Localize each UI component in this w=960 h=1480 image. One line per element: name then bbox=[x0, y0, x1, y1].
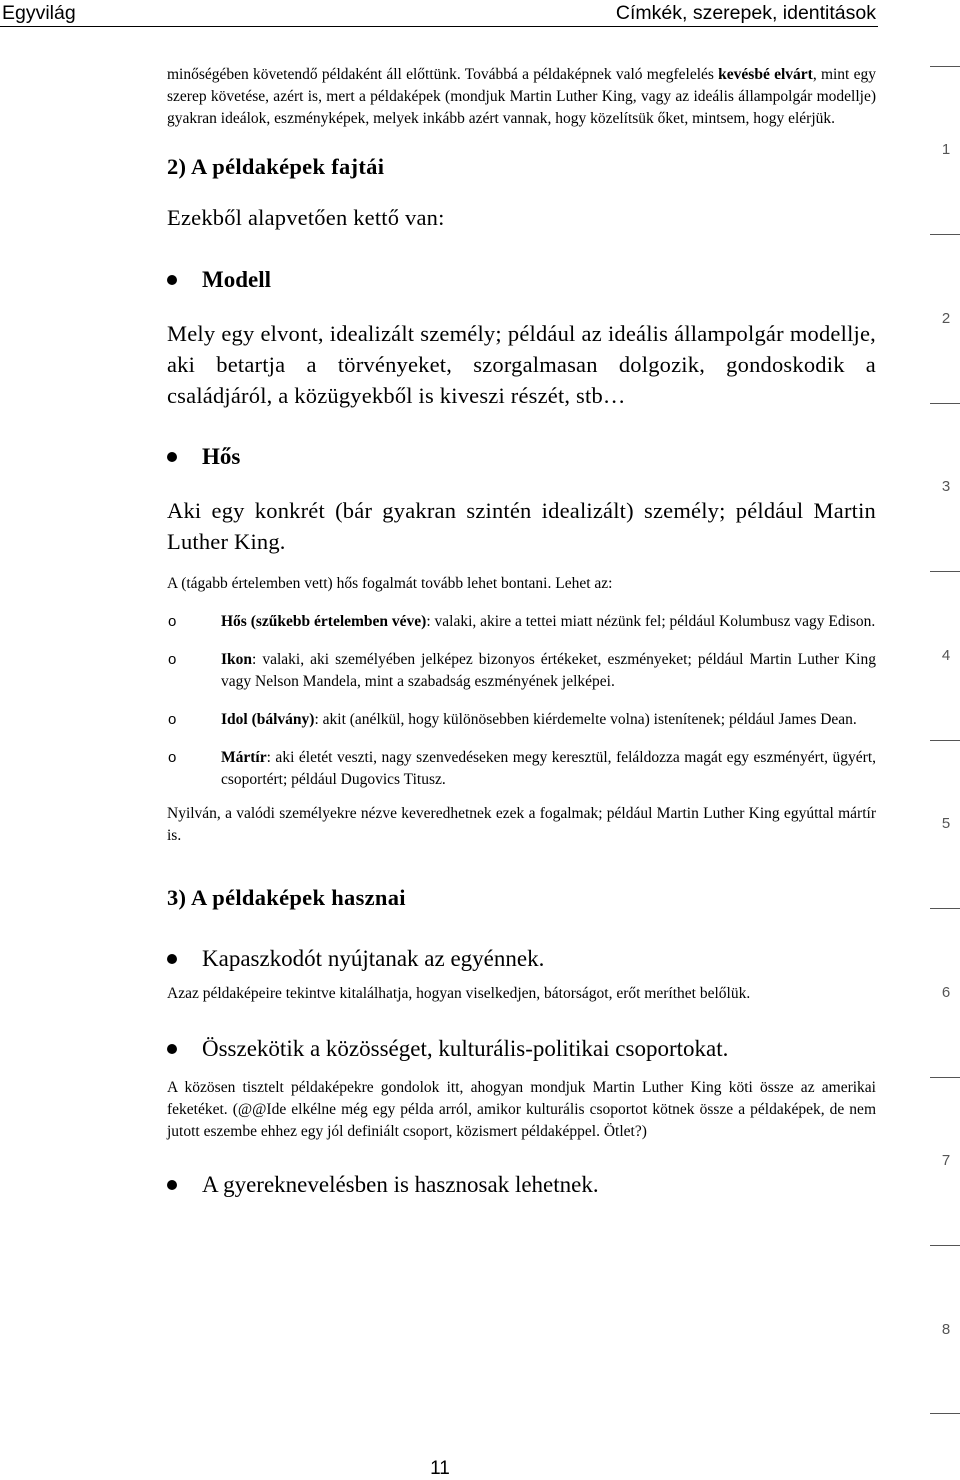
header-right-title: Címkék, szerepek, identitások bbox=[615, 2, 876, 24]
osszekotik-text: A közösen tisztelt példaképekre gondolok itt, ahogyan mondjuk Martin Luther King köti össze az amerikai feketéket. (@@Ide elkélne még egy példa arról, amikor kulturális csoportot kötnek össze a példaképek, de nem jutott eszembe ehhez egy jól definiált csoport, közismert példaképpel. Ötlet?) bbox=[167, 1079, 876, 1140]
bullet-osszekotik-label: Összekötik a közösséget, kulturális-politikai csoportokat. bbox=[202, 1036, 729, 1061]
bullet-modell bbox=[167, 264, 876, 296]
modell-description: Mely egy elvont, idealizált személy; például az ideális állampolgár modellje, aki betartja a törvényeket, szorgalmasan dolgozik, gondoskodik a családjáról, a közügyekből is kiveszi részét, stb… bbox=[167, 321, 876, 408]
subitem-idol bbox=[167, 709, 876, 731]
margin-tick bbox=[930, 1413, 960, 1414]
margin-tick bbox=[930, 66, 960, 67]
margin-number: 2 bbox=[941, 310, 951, 327]
subitem-text: : akit (anélkül, hogy különösebben kiérdemelte volna) istenítenek; például James Dean. bbox=[314, 711, 857, 728]
margin-number: 3 bbox=[941, 478, 951, 495]
bullet-kapaszkodo-label: Kapaszkodót nyújtanak az egyénnek. bbox=[202, 946, 545, 971]
margin-tick bbox=[930, 908, 960, 909]
circle-bullet-icon: o bbox=[168, 651, 177, 668]
subitem-term: Idol (bálvány) bbox=[221, 711, 315, 728]
right-margin-ruler bbox=[930, 0, 960, 1477]
margin-tick bbox=[930, 403, 960, 404]
kapaszkodo-text: Azaz példaképeire tekintve kitalálhatja, hogyan viselkedjen, bátorságot, erőt meríthet belőlük. bbox=[167, 985, 751, 1002]
bullet-modell-label: Modell bbox=[202, 267, 271, 292]
bullet-dot-icon bbox=[167, 452, 177, 462]
margin-tick bbox=[930, 234, 960, 235]
subitem-term: Mártír bbox=[221, 749, 267, 766]
hos-description: Aki egy konkrét (bár gyakran szintén idealizált) személy; például Martin Luther King. bbox=[167, 498, 876, 554]
section-2-lead: Ezekből alapvetően kettő van: bbox=[167, 205, 445, 230]
bullet-hos bbox=[167, 441, 876, 473]
section-2-title: 2) A példaképek fajtái bbox=[167, 154, 385, 179]
margin-number: 5 bbox=[941, 815, 951, 832]
margin-tick bbox=[930, 740, 960, 741]
bullet-gyereknevelés bbox=[167, 1169, 876, 1201]
intro-bold: kevésbé elvárt bbox=[718, 66, 813, 83]
subitem-text: : valaki, aki személyében jelképez bizonyos értékeket, eszményeket; például Martin Luther King vagy Nelson Mandela, mint a szabadság eszményének jelképei. bbox=[221, 651, 876, 690]
page-content bbox=[167, 64, 876, 1201]
header-left-title: Egyvilág bbox=[2, 2, 76, 24]
subitem-ikon bbox=[167, 649, 876, 693]
margin-number: 4 bbox=[941, 647, 951, 664]
margin-number: 1 bbox=[941, 141, 951, 158]
margin-tick bbox=[930, 1245, 960, 1246]
margin-tick bbox=[930, 571, 960, 572]
intro-text-2: , mint egy szerep követése, azért is, mert a példaképek (mondjuk Martin Luther King, vagy az ideális állampolgár modellje) gyakran ideálok, eszményképek, melyek inkább azért vannak, hogy közelítsük őket, mintsem, hogy elérjük. bbox=[167, 66, 876, 127]
intro-text-1: minőségében követendő példaként áll előttünk. Továbbá a példaképnek való megfelelés bbox=[167, 66, 719, 83]
circle-bullet-icon: o bbox=[168, 749, 177, 766]
circle-bullet-icon: o bbox=[168, 711, 177, 728]
intro-paragraph bbox=[167, 64, 876, 130]
subitem-term: Ikon bbox=[221, 651, 253, 668]
bullet-hos-label: Hős bbox=[202, 444, 241, 469]
margin-tick bbox=[930, 1077, 960, 1078]
bullet-gyereknevelés-label: A gyereknevelésben is hasznosak lehetnek. bbox=[202, 1172, 599, 1197]
subitem-text: : aki életét veszti, nagy szenvedéseken megy keresztül, feláldozza magát egy eszményért, ügyért, csoportért; például Dugovics Titusz. bbox=[221, 749, 876, 788]
subitem-hos bbox=[167, 611, 876, 633]
bullet-dot-icon bbox=[167, 954, 177, 964]
hos-note: A (tágabb értelemben vett) hős fogalmát tovább lehet bontani. Lehet az: bbox=[167, 575, 613, 592]
section-2-closing: Nyilván, a valódi személyekre nézve keveredhetnek ezek a fogalmak; például Martin Luther King egyúttal mártír is. bbox=[167, 805, 876, 844]
bullet-dot-icon bbox=[167, 275, 177, 285]
subitem-term: Hős (szűkebb értelemben véve) bbox=[221, 613, 427, 630]
page-header bbox=[0, 0, 878, 27]
margin-number: 6 bbox=[941, 984, 951, 1001]
margin-number: 8 bbox=[941, 1321, 951, 1338]
bullet-osszekotik bbox=[167, 1033, 876, 1065]
subitem-martir bbox=[167, 747, 876, 791]
bullet-kapaszkodo bbox=[167, 943, 876, 975]
subitem-text: : valaki, akire a tettei miatt nézünk fel; például Kolumbusz vagy Edison. bbox=[426, 613, 876, 630]
page-number: 11 bbox=[430, 1458, 450, 1479]
circle-bullet-icon: o bbox=[168, 613, 177, 630]
bullet-dot-icon bbox=[167, 1180, 177, 1190]
margin-number: 7 bbox=[941, 1152, 951, 1169]
bullet-dot-icon bbox=[167, 1044, 177, 1054]
section-3-title: 3) A példaképek hasznai bbox=[167, 885, 406, 910]
